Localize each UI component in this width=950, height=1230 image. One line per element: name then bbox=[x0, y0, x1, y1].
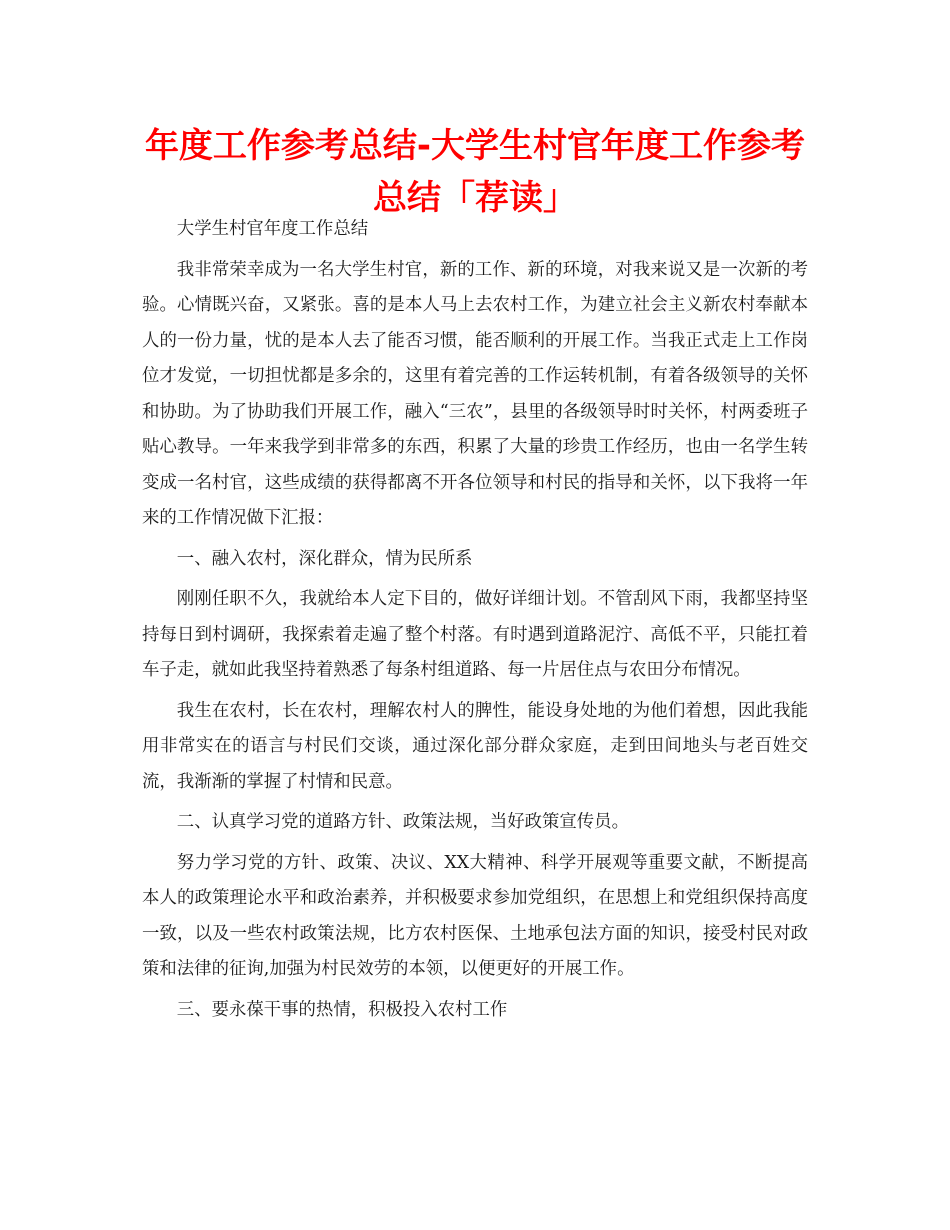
paragraph-subtitle: 大学生村官年度工作总结 bbox=[176, 219, 369, 239]
paragraph: 刚刚任职不久，我就给本人定下目的，做好详细计划。不管刮风下雨，我都坚持坚持每日到村调研，我探索着走遍了整个村落。有时遇到道路泥泞、高低不平，只能扛着车子走，就如此我坚持着熟悉了每条村组道路、每一片居住点与农田分布情况。 bbox=[142, 589, 808, 680]
document-title: 年度工作参考总结-大学生村官年度工作参考总结「荐读」 bbox=[144, 126, 806, 218]
document-body bbox=[142, 212, 808, 1033]
paragraph: 努力学习党的方针、政策、决议、XX大精神、科学开展观等重要文献，不断提高本人的政策理论水平和政治素养，并积极要求参加党组织，在思想上和党组织保持高度一致，以及一些农村政策法规，比方农村医保、土地承包法方面的知识，接受村民对政策和法律的征询,加强为村民效劳的本领，以便更好的开展工作。 bbox=[142, 852, 808, 979]
paragraph: 我生在农村，长在农村，理解农村人的脾性，能设身处地的为他们着想，因此我能用非常实在的语言与村民们交谈，通过深化部分群众家庭，走到田间地头与老百姓交流，我渐渐的掌握了村情和民意。 bbox=[142, 700, 808, 792]
section-heading-1: 一、融入农村，深化群众，情为民所系 bbox=[176, 548, 473, 569]
section-heading-3: 三、要永葆干事的热情，积极投入农村工作 bbox=[176, 999, 508, 1020]
paragraph: 我非常荣幸成为一名大学生村官，新的工作、新的环境，对我来说又是一次新的考验。心情既兴奋，又紧张。喜的是本人马上去农村工作，为建立社会主义新农村奉献本人的一份力量，忧的是本人去了能否习惯，能否顺利的开展工作。当我正式走上工作岗位才发觉，一切担忧都是多余的，这里有着完善的工作运转机制，有着各级领导的关怀和协助。为了协助我们开展工作，融入“三农”，县里的各级领导时时关怀，村两委班子贴心教导。一年来我学到非常多的东西，积累了大量的珍贵工作经历，也由一名学生转变成一名村官，这些成绩的获得都离不开各位领导和村民的指导和关怀，以下我将一年来的工作情况做下汇报： bbox=[142, 259, 808, 528]
section-heading-2: 二、认真学习党的道路方针、政策法规，当好政策宣传员。 bbox=[176, 812, 629, 832]
